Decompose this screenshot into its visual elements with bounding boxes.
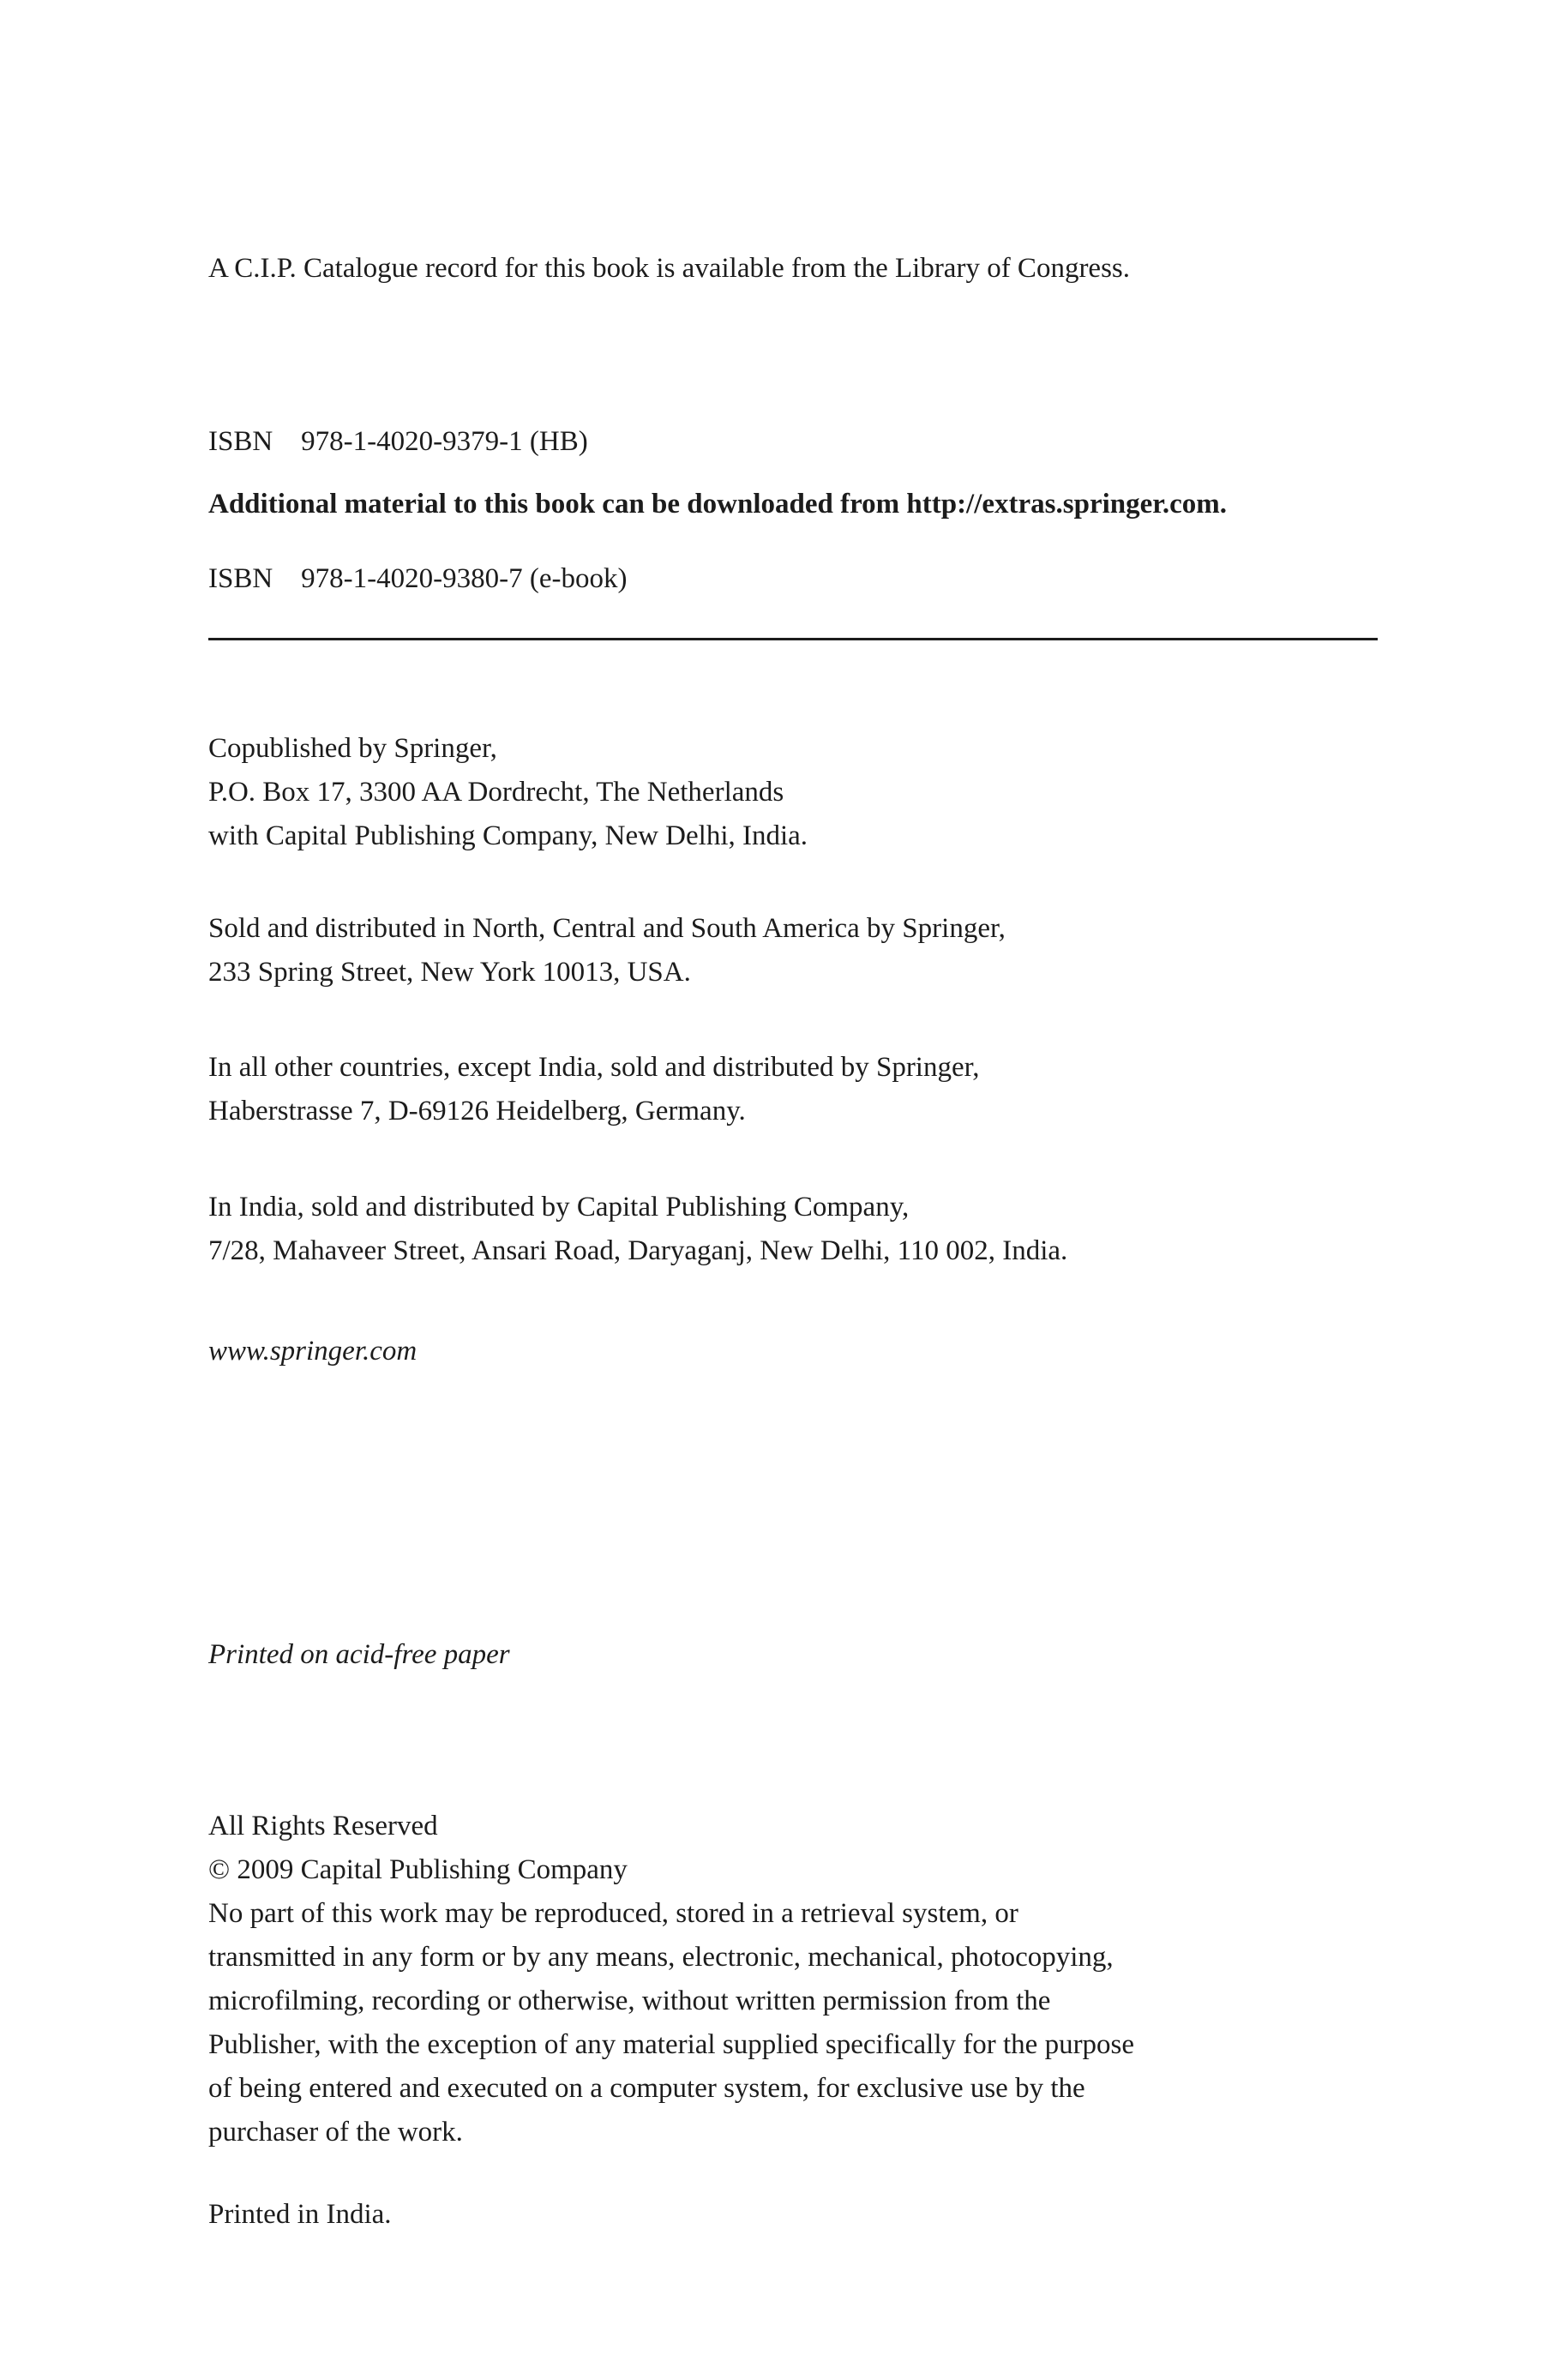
distribution-line: 233 Spring Street, New York 10013, USA. (208, 957, 691, 988)
printed-in-notice: Printed in India. (208, 2199, 392, 2230)
cip-notice: A C.I.P. Catalogue record for this book is available from the Library of Congress. (208, 253, 1131, 284)
distribution-line: Haberstrasse 7, D-69126 Heidelberg, Germany. (208, 1096, 746, 1126)
rights-line: of being entered and executed on a computer system, for exclusive use by the (208, 2073, 1085, 2104)
isbn-ebook: ISBN 978-1-4020-9380-7 (e-book) (208, 563, 628, 594)
distribution-line: In India, sold and distributed by Capital Publishing Company, (208, 1192, 910, 1223)
copublished-block (208, 727, 808, 858)
distribution-americas-block (208, 907, 1006, 994)
additional-material-notice: Additional material to this book can be downloaded from http://extras.springer.com. (208, 489, 1228, 520)
copublished-line: P.O. Box 17, 3300 AA Dordrecht, The Netherlands (208, 777, 784, 808)
copyright-line: © 2009 Capital Publishing Company (208, 1854, 628, 1885)
rights-line: No part of this work may be reproduced, stored in a retrieval system, or (208, 1898, 1018, 1929)
rights-line: All Rights Reserved (208, 1811, 438, 1841)
rights-line: microfilming, recording or otherwise, without written permission from the (208, 1986, 1051, 2016)
rights-line: purchaser of the work. (208, 2117, 463, 2148)
distribution-line: In all other countries, except India, sold and distributed by Springer, (208, 1052, 980, 1083)
copublished-line: with Capital Publishing Company, New Delhi, India. (208, 820, 808, 851)
distribution-line: 7/28, Mahaveer Street, Ansari Road, Daryaganj, New Delhi, 110 002, India. (208, 1235, 1068, 1266)
rights-line: transmitted in any form or by any means, electronic, mechanical, photocopying, (208, 1942, 1114, 1973)
acid-free-paper-notice: Printed on acid-free paper (208, 1639, 510, 1670)
distribution-other-block (208, 1046, 980, 1133)
publisher-website: www.springer.com (208, 1336, 418, 1367)
distribution-line: Sold and distributed in North, Central and South America by Springer, (208, 913, 1006, 944)
horizontal-rule (208, 638, 1378, 640)
rights-block (208, 1805, 1134, 2154)
isbn-hardback: ISBN 978-1-4020-9379-1 (HB) (208, 426, 588, 457)
distribution-india-block (208, 1186, 1067, 1273)
copublished-line: Copublished by Springer, (208, 733, 497, 764)
rights-line: Publisher, with the exception of any material supplied specifically for the purpose (208, 2029, 1135, 2060)
